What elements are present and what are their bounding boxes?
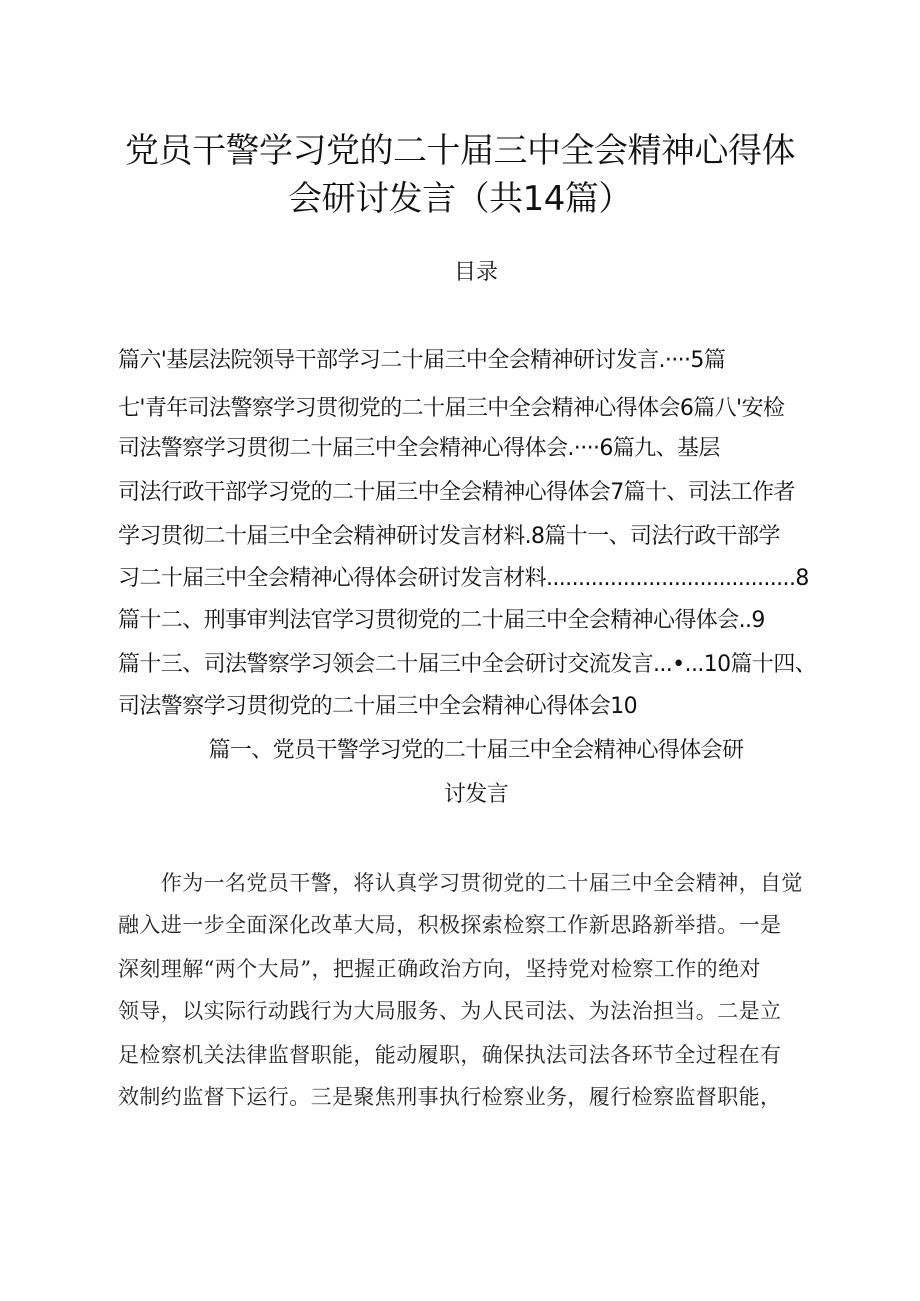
body-text-line: 深刻理解“两个大局”，把握正确政治方向，坚持党对检察工作的绝对 — [118, 957, 761, 981]
body-text-line: 领导，以实际行动践行为大局服务、为人民司法、为法治担当。二是立 — [118, 999, 782, 1023]
toc-line: 篇十三、司法警察学习领会二十届三中全会研讨交流发言...•...10篇十四、 — [118, 652, 817, 677]
body-text-line: 足检察机关法律监督职能，能动履职，确保执法司法各环节全过程在有 — [118, 1043, 782, 1067]
toc-line: 司法警察学习贯彻二十届三中全会精神心得体会.····6篇九、基层 — [118, 436, 720, 461]
toc-line: 学习贯彻二十届三中全会精神研讨发言材料.8篇十一、司法行政干部学 — [118, 524, 780, 549]
toc-line: 七'青年司法警察学习贯彻党的二十届三中全会精神心得体会6篇八'安检 — [118, 396, 785, 421]
toc-line: 司法警察学习贯彻党的二十届三中全会精神心得体会10 — [118, 694, 637, 719]
document-title-line-2: 会研讨发言（共14篇） — [288, 179, 632, 219]
body-text-line: 融入进一步全面深化改革大局，积极探索检察工作新思路新举措。一是 — [118, 913, 782, 937]
body-text-line: 作为一名党员干警，将认真学习贯彻党的二十届三中全会精神，自觉 — [118, 871, 803, 895]
toc-line: 篇六'基层法院领导干部学习二十届三中全会精神研讨发言.····5篇 — [118, 348, 726, 373]
document-title-line-1: 党员干警学习党的二十届三中全会精神心得体 — [125, 131, 795, 171]
body-text-line: 效制约监督下运行。三是聚焦刑事执行检察业务，履行检察监督职能， — [118, 1085, 782, 1109]
section-title-line-1: 篇一、党员干警学习党的二十届三中全会精神心得体会研 — [208, 738, 744, 763]
toc-line: 习二十届三中全会精神心得体会研讨发言材料.......................................8 — [118, 566, 809, 591]
section-title-line-2: 讨发言 — [443, 782, 509, 807]
toc-line: 司法行政干部学习党的二十届三中全会精神心得体会7篇十、司法工作者 — [118, 480, 795, 505]
toc-heading: 目录 — [453, 260, 498, 285]
toc-line: 篇十二、刑事审判法官学习贯彻党的二十届三中全会精神心得体会..9 — [118, 608, 765, 633]
